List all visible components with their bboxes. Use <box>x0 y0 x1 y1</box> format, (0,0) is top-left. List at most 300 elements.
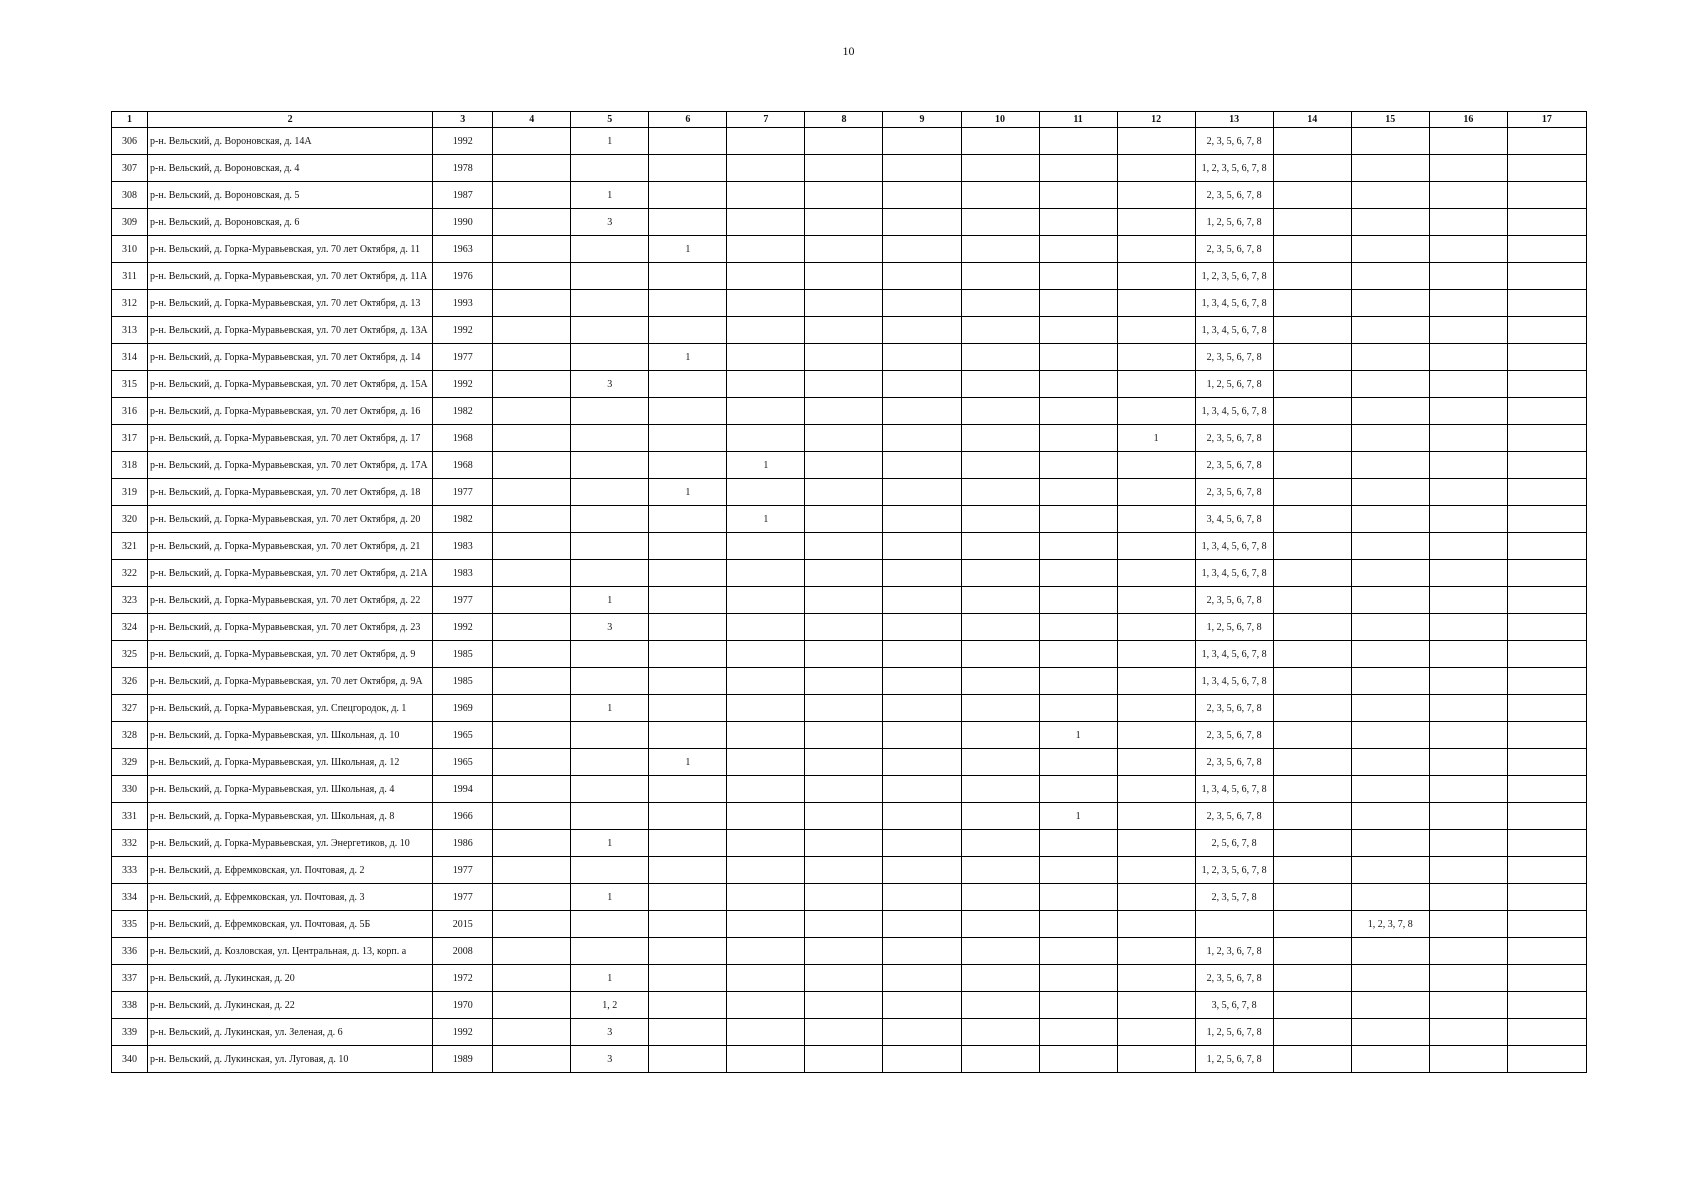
address-cell: р-н. Вельский, д. Горка-Муравьевская, ул. 70 лет Октября, д. 11 <box>148 236 433 263</box>
cell-col-10 <box>961 992 1039 1019</box>
table-row <box>112 263 1587 290</box>
cell-col-5 <box>571 776 649 803</box>
cell-col-12 <box>1117 128 1195 155</box>
cell-col-9 <box>883 452 961 479</box>
table-row <box>112 614 1587 641</box>
cell-col-15 <box>1351 803 1429 830</box>
cell-col-10 <box>961 452 1039 479</box>
cell-col-4 <box>493 479 571 506</box>
cell-col-4 <box>493 317 571 344</box>
cell-col-9 <box>883 965 961 992</box>
cell-col-8 <box>805 992 883 1019</box>
cell-col-5 <box>571 911 649 938</box>
cell-col-15 <box>1351 614 1429 641</box>
cell-col-7 <box>727 911 805 938</box>
cell-col-13: 2, 3, 5, 6, 7, 8 <box>1195 236 1273 263</box>
cell-col-6 <box>649 992 727 1019</box>
cell-col-7 <box>727 182 805 209</box>
cell-col-5: 1 <box>571 587 649 614</box>
table-row <box>112 290 1587 317</box>
cell-col-14 <box>1273 398 1351 425</box>
table-row <box>112 911 1587 938</box>
table-row <box>112 884 1587 911</box>
cell-col-13: 3, 5, 6, 7, 8 <box>1195 992 1273 1019</box>
cell-col-11 <box>1039 155 1117 182</box>
cell-col-9 <box>883 938 961 965</box>
cell-col-10 <box>961 209 1039 236</box>
column-header-13: 13 <box>1195 112 1273 128</box>
year-cell: 1965 <box>433 722 493 749</box>
row-number-cell: 336 <box>112 938 148 965</box>
cell-col-5 <box>571 533 649 560</box>
cell-col-15 <box>1351 857 1429 884</box>
cell-col-6 <box>649 857 727 884</box>
cell-col-9 <box>883 263 961 290</box>
cell-col-9 <box>883 155 961 182</box>
cell-col-16 <box>1429 290 1507 317</box>
cell-col-11 <box>1039 317 1117 344</box>
row-number-cell: 320 <box>112 506 148 533</box>
cell-col-4 <box>493 857 571 884</box>
cell-col-6 <box>649 911 727 938</box>
cell-col-16 <box>1429 155 1507 182</box>
year-cell: 1994 <box>433 776 493 803</box>
cell-col-11 <box>1039 182 1117 209</box>
cell-col-14 <box>1273 803 1351 830</box>
address-cell: р-н. Вельский, д. Вороновская, д. 4 <box>148 155 433 182</box>
cell-col-12 <box>1117 749 1195 776</box>
address-cell: р-н. Вельский, д. Лукинская, д. 20 <box>148 965 433 992</box>
cell-col-12 <box>1117 182 1195 209</box>
cell-col-9 <box>883 425 961 452</box>
year-cell: 1977 <box>433 479 493 506</box>
cell-col-4 <box>493 803 571 830</box>
cell-col-5: 1 <box>571 965 649 992</box>
cell-col-4 <box>493 911 571 938</box>
cell-col-8 <box>805 1046 883 1073</box>
cell-col-7 <box>727 830 805 857</box>
table-row <box>112 506 1587 533</box>
address-cell: р-н. Вельский, д. Горка-Муравьевская, ул. 70 лет Октября, д. 13А <box>148 317 433 344</box>
cell-col-8 <box>805 533 883 560</box>
cell-col-8 <box>805 155 883 182</box>
cell-col-17 <box>1507 668 1586 695</box>
cell-col-8 <box>805 425 883 452</box>
cell-col-15 <box>1351 884 1429 911</box>
cell-col-13: 1, 3, 4, 5, 6, 7, 8 <box>1195 290 1273 317</box>
cell-col-5: 3 <box>571 1019 649 1046</box>
cell-col-14 <box>1273 587 1351 614</box>
cell-col-4 <box>493 884 571 911</box>
cell-col-12 <box>1117 884 1195 911</box>
cell-col-10 <box>961 128 1039 155</box>
cell-col-5 <box>571 857 649 884</box>
cell-col-17 <box>1507 290 1586 317</box>
cell-col-11 <box>1039 965 1117 992</box>
cell-col-14 <box>1273 182 1351 209</box>
cell-col-12 <box>1117 938 1195 965</box>
column-header-9: 9 <box>883 112 961 128</box>
cell-col-10 <box>961 155 1039 182</box>
cell-col-15 <box>1351 668 1429 695</box>
cell-col-13: 1, 2, 5, 6, 7, 8 <box>1195 614 1273 641</box>
cell-col-13: 2, 3, 5, 6, 7, 8 <box>1195 344 1273 371</box>
cell-col-17 <box>1507 641 1586 668</box>
row-number-cell: 324 <box>112 614 148 641</box>
cell-col-14 <box>1273 749 1351 776</box>
cell-col-6 <box>649 290 727 317</box>
cell-col-4 <box>493 128 571 155</box>
cell-col-16 <box>1429 506 1507 533</box>
cell-col-11 <box>1039 479 1117 506</box>
row-number-cell: 308 <box>112 182 148 209</box>
cell-col-9 <box>883 776 961 803</box>
cell-col-14 <box>1273 695 1351 722</box>
cell-col-10 <box>961 533 1039 560</box>
cell-col-17 <box>1507 965 1586 992</box>
year-cell: 1969 <box>433 695 493 722</box>
cell-col-16 <box>1429 452 1507 479</box>
cell-col-16 <box>1429 830 1507 857</box>
cell-col-11 <box>1039 587 1117 614</box>
cell-col-10 <box>961 560 1039 587</box>
cell-col-13: 2, 3, 5, 6, 7, 8 <box>1195 803 1273 830</box>
cell-col-14 <box>1273 290 1351 317</box>
cell-col-8 <box>805 371 883 398</box>
cell-col-14 <box>1273 668 1351 695</box>
cell-col-8 <box>805 587 883 614</box>
cell-col-7 <box>727 371 805 398</box>
cell-col-12 <box>1117 1019 1195 1046</box>
table-row <box>112 641 1587 668</box>
cell-col-4 <box>493 938 571 965</box>
cell-col-17 <box>1507 398 1586 425</box>
table-row <box>112 398 1587 425</box>
cell-col-15 <box>1351 695 1429 722</box>
cell-col-14 <box>1273 1046 1351 1073</box>
cell-col-13: 1, 2, 3, 5, 6, 7, 8 <box>1195 263 1273 290</box>
cell-col-13: 1, 3, 4, 5, 6, 7, 8 <box>1195 398 1273 425</box>
address-cell: р-н. Вельский, д. Горка-Муравьевская, ул. 70 лет Октября, д. 20 <box>148 506 433 533</box>
cell-col-13: 1, 3, 4, 5, 6, 7, 8 <box>1195 776 1273 803</box>
cell-col-6: 1 <box>649 479 727 506</box>
cell-col-5 <box>571 155 649 182</box>
cell-col-9 <box>883 857 961 884</box>
cell-col-17 <box>1507 317 1586 344</box>
cell-col-10 <box>961 884 1039 911</box>
cell-col-12 <box>1117 587 1195 614</box>
year-cell: 1992 <box>433 317 493 344</box>
cell-col-6 <box>649 263 727 290</box>
cell-col-9 <box>883 479 961 506</box>
cell-col-16 <box>1429 776 1507 803</box>
cell-col-13: 2, 3, 5, 6, 7, 8 <box>1195 128 1273 155</box>
address-cell: р-н. Вельский, д. Ефремковская, ул. Почтовая, д. 5Б <box>148 911 433 938</box>
cell-col-12 <box>1117 263 1195 290</box>
cell-col-4 <box>493 506 571 533</box>
cell-col-12 <box>1117 641 1195 668</box>
cell-col-9 <box>883 668 961 695</box>
cell-col-15 <box>1351 641 1429 668</box>
row-number-cell: 310 <box>112 236 148 263</box>
cell-col-10 <box>961 587 1039 614</box>
cell-col-4 <box>493 263 571 290</box>
row-number-cell: 315 <box>112 371 148 398</box>
row-number-cell: 309 <box>112 209 148 236</box>
year-cell: 1986 <box>433 830 493 857</box>
cell-col-10 <box>961 749 1039 776</box>
year-cell: 1985 <box>433 668 493 695</box>
cell-col-7: 1 <box>727 452 805 479</box>
cell-col-8 <box>805 263 883 290</box>
cell-col-7 <box>727 263 805 290</box>
cell-col-11 <box>1039 506 1117 533</box>
cell-col-6 <box>649 614 727 641</box>
cell-col-8 <box>805 668 883 695</box>
cell-col-7 <box>727 479 805 506</box>
cell-col-14 <box>1273 425 1351 452</box>
cell-col-4 <box>493 965 571 992</box>
cell-col-6 <box>649 317 727 344</box>
cell-col-5 <box>571 344 649 371</box>
cell-col-8 <box>805 506 883 533</box>
row-number-cell: 318 <box>112 452 148 479</box>
cell-col-15 <box>1351 938 1429 965</box>
year-cell: 1977 <box>433 857 493 884</box>
cell-col-6: 1 <box>649 236 727 263</box>
address-cell: р-н. Вельский, д. Горка-Муравьевская, ул. 70 лет Октября, д. 17А <box>148 452 433 479</box>
cell-col-7 <box>727 614 805 641</box>
year-cell: 1993 <box>433 290 493 317</box>
cell-col-12 <box>1117 560 1195 587</box>
cell-col-8 <box>805 695 883 722</box>
cell-col-10 <box>961 614 1039 641</box>
address-cell: р-н. Вельский, д. Вороновская, д. 5 <box>148 182 433 209</box>
table-row <box>112 425 1587 452</box>
cell-col-8 <box>805 641 883 668</box>
cell-col-16 <box>1429 587 1507 614</box>
row-number-cell: 325 <box>112 641 148 668</box>
cell-col-17 <box>1507 182 1586 209</box>
cell-col-11 <box>1039 668 1117 695</box>
cell-col-5 <box>571 425 649 452</box>
cell-col-10 <box>961 695 1039 722</box>
cell-col-11 <box>1039 452 1117 479</box>
cell-col-10 <box>961 722 1039 749</box>
address-cell: р-н. Вельский, д. Лукинская, ул. Зеленая, д. 6 <box>148 1019 433 1046</box>
cell-col-8 <box>805 452 883 479</box>
cell-col-16 <box>1429 128 1507 155</box>
cell-col-12: 1 <box>1117 425 1195 452</box>
cell-col-16 <box>1429 398 1507 425</box>
cell-col-8 <box>805 560 883 587</box>
cell-col-6: 1 <box>649 344 727 371</box>
cell-col-14 <box>1273 992 1351 1019</box>
year-cell: 1977 <box>433 587 493 614</box>
cell-col-8 <box>805 182 883 209</box>
table-row <box>112 452 1587 479</box>
cell-col-14 <box>1273 236 1351 263</box>
cell-col-13: 2, 5, 6, 7, 8 <box>1195 830 1273 857</box>
address-cell: р-н. Вельский, д. Лукинская, ул. Луговая, д. 10 <box>148 1046 433 1073</box>
cell-col-6 <box>649 398 727 425</box>
cell-col-5 <box>571 938 649 965</box>
column-header-11: 11 <box>1039 112 1117 128</box>
cell-col-14 <box>1273 533 1351 560</box>
cell-col-9 <box>883 317 961 344</box>
cell-col-10 <box>961 1019 1039 1046</box>
cell-col-6 <box>649 803 727 830</box>
cell-col-12 <box>1117 290 1195 317</box>
cell-col-14 <box>1273 479 1351 506</box>
cell-col-9 <box>883 344 961 371</box>
address-cell: р-н. Вельский, д. Козловская, ул. Центральная, д. 13, корп. а <box>148 938 433 965</box>
cell-col-13 <box>1195 911 1273 938</box>
table-row <box>112 479 1587 506</box>
cell-col-5: 3 <box>571 371 649 398</box>
cell-col-14 <box>1273 506 1351 533</box>
cell-col-11 <box>1039 236 1117 263</box>
table-row <box>112 182 1587 209</box>
cell-col-11 <box>1039 857 1117 884</box>
year-cell: 2008 <box>433 938 493 965</box>
cell-col-11: 1 <box>1039 722 1117 749</box>
cell-col-12 <box>1117 803 1195 830</box>
cell-col-15 <box>1351 1019 1429 1046</box>
cell-col-14 <box>1273 830 1351 857</box>
cell-col-16 <box>1429 911 1507 938</box>
cell-col-6 <box>649 695 727 722</box>
cell-col-7 <box>727 128 805 155</box>
cell-col-16 <box>1429 479 1507 506</box>
cell-col-7 <box>727 749 805 776</box>
row-number-cell: 337 <box>112 965 148 992</box>
cell-col-10 <box>961 911 1039 938</box>
cell-col-9 <box>883 614 961 641</box>
cell-col-9 <box>883 695 961 722</box>
table-row <box>112 533 1587 560</box>
row-number-cell: 313 <box>112 317 148 344</box>
year-cell: 1992 <box>433 614 493 641</box>
cell-col-14 <box>1273 155 1351 182</box>
cell-col-4 <box>493 425 571 452</box>
cell-col-6: 1 <box>649 749 727 776</box>
cell-col-9 <box>883 803 961 830</box>
cell-col-11 <box>1039 290 1117 317</box>
cell-col-9 <box>883 236 961 263</box>
address-cell: р-н. Вельский, д. Ефремковская, ул. Почтовая, д. 3 <box>148 884 433 911</box>
column-header-2: 2 <box>148 112 433 128</box>
cell-col-4 <box>493 155 571 182</box>
address-cell: р-н. Вельский, д. Горка-Муравьевская, ул. 70 лет Октября, д. 21 <box>148 533 433 560</box>
cell-col-8 <box>805 1019 883 1046</box>
cell-col-12 <box>1117 209 1195 236</box>
cell-col-7 <box>727 236 805 263</box>
row-number-cell: 328 <box>112 722 148 749</box>
cell-col-8 <box>805 398 883 425</box>
row-number-cell: 332 <box>112 830 148 857</box>
cell-col-12 <box>1117 344 1195 371</box>
cell-col-9 <box>883 290 961 317</box>
cell-col-6 <box>649 533 727 560</box>
cell-col-14 <box>1273 209 1351 236</box>
cell-col-9 <box>883 182 961 209</box>
table-row <box>112 155 1587 182</box>
cell-col-10 <box>961 668 1039 695</box>
cell-col-10 <box>961 371 1039 398</box>
table-row <box>112 722 1587 749</box>
cell-col-11 <box>1039 695 1117 722</box>
year-cell: 1992 <box>433 1019 493 1046</box>
row-number-cell: 314 <box>112 344 148 371</box>
cell-col-17 <box>1507 938 1586 965</box>
cell-col-13: 1, 3, 4, 5, 6, 7, 8 <box>1195 560 1273 587</box>
cell-col-9 <box>883 209 961 236</box>
cell-col-16 <box>1429 209 1507 236</box>
column-header-14: 14 <box>1273 112 1351 128</box>
cell-col-17 <box>1507 452 1586 479</box>
cell-col-14 <box>1273 857 1351 884</box>
cell-col-15 <box>1351 560 1429 587</box>
table-row <box>112 803 1587 830</box>
cell-col-13: 3, 4, 5, 6, 7, 8 <box>1195 506 1273 533</box>
cell-col-14 <box>1273 560 1351 587</box>
cell-col-17 <box>1507 236 1586 263</box>
cell-col-9 <box>883 1019 961 1046</box>
cell-col-6 <box>649 668 727 695</box>
cell-col-17 <box>1507 857 1586 884</box>
cell-col-5 <box>571 668 649 695</box>
row-number-cell: 319 <box>112 479 148 506</box>
row-number-cell: 326 <box>112 668 148 695</box>
address-cell: р-н. Вельский, д. Горка-Муравьевская, ул. Школьная, д. 12 <box>148 749 433 776</box>
cell-col-7 <box>727 1046 805 1073</box>
row-number-cell: 327 <box>112 695 148 722</box>
cell-col-4 <box>493 182 571 209</box>
cell-col-12 <box>1117 614 1195 641</box>
page-number: 10 <box>842 44 855 58</box>
cell-col-10 <box>961 1046 1039 1073</box>
address-cell: р-н. Вельский, д. Горка-Муравьевская, ул. Школьная, д. 8 <box>148 803 433 830</box>
cell-col-6 <box>649 425 727 452</box>
cell-col-15 <box>1351 1046 1429 1073</box>
cell-col-5: 1 <box>571 884 649 911</box>
table-row <box>112 317 1587 344</box>
cell-col-17 <box>1507 479 1586 506</box>
cell-col-11 <box>1039 425 1117 452</box>
cell-col-9 <box>883 371 961 398</box>
address-cell: р-н. Вельский, д. Горка-Муравьевская, ул. 70 лет Октября, д. 16 <box>148 398 433 425</box>
cell-col-12 <box>1117 695 1195 722</box>
cell-col-13: 1, 3, 4, 5, 6, 7, 8 <box>1195 317 1273 344</box>
cell-col-12 <box>1117 722 1195 749</box>
cell-col-10 <box>961 317 1039 344</box>
table-row <box>112 668 1587 695</box>
cell-col-8 <box>805 128 883 155</box>
cell-col-9 <box>883 830 961 857</box>
column-header-6: 6 <box>649 112 727 128</box>
table-row <box>112 1019 1587 1046</box>
column-header-1: 1 <box>112 112 148 128</box>
cell-col-7 <box>727 938 805 965</box>
cell-col-15 <box>1351 749 1429 776</box>
cell-col-8 <box>805 749 883 776</box>
cell-col-15 <box>1351 236 1429 263</box>
cell-col-9 <box>883 533 961 560</box>
cell-col-5: 1 <box>571 182 649 209</box>
cell-col-5: 3 <box>571 614 649 641</box>
cell-col-7 <box>727 803 805 830</box>
